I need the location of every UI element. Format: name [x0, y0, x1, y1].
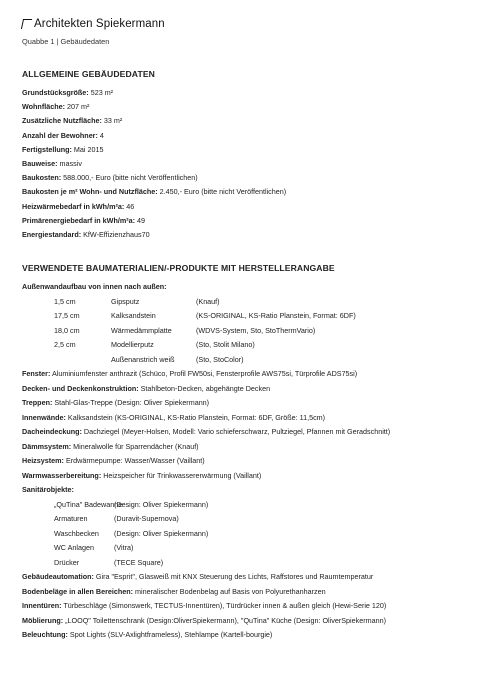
material-row [22, 587, 462, 602]
material-row [22, 369, 462, 384]
row-label: Fertigstellung: [22, 144, 72, 154]
sanitary-item: Drücker [54, 557, 80, 567]
row-label: Heizwärmebedarf in kWh/m²a: [22, 201, 125, 211]
row-label: Primärenergiebedarf in kWh/m²a: [22, 215, 136, 225]
row-label: Innentüren: [22, 601, 62, 610]
layer-material: Modellierputz [111, 340, 154, 349]
row-value: Heizspeicher für Trinkwassererwärmung (Vaillant) [101, 470, 262, 480]
layer-material: Wärmedämmplatte [111, 325, 172, 335]
layer-thickness: 17,5 cm [54, 311, 80, 320]
wall-layer-row [22, 355, 462, 370]
row-label: Beleuchtung: [22, 630, 68, 639]
row-value: 207 m² [65, 102, 90, 112]
row-value: 4 [97, 130, 104, 140]
row-value: 49 [135, 215, 146, 225]
material-row [22, 413, 462, 428]
layer-maker: (KS-ORIGINAL, KS-Ratio Planstein, Format: 6DF) [196, 311, 356, 320]
brand-header [22, 18, 462, 30]
row-value: 523 m² [88, 88, 114, 97]
row-label: Möblierung: [22, 615, 64, 625]
material-row [22, 442, 462, 457]
sanitary-row [22, 514, 462, 529]
brand-logo-mark [21, 19, 32, 29]
general-section-title: ALLGEMEINE GEBÄUDEDATEN [22, 69, 155, 79]
sanitary-item: „QuTina" Badewanne [54, 499, 123, 509]
row-label: Dämmsystem: [22, 441, 72, 451]
wall-layer-row [22, 340, 462, 355]
data-row [22, 187, 286, 201]
row-value: KfW-Effizienzhaus70 [81, 229, 150, 239]
row-value: 46 [124, 201, 135, 211]
data-row [22, 102, 286, 116]
materials-list [22, 282, 462, 645]
row-value: Türbeschläge (Simonswerk, TECTUS-Innentüren), Türdrücker innen & außen gleich (Hewi-Serie 120) [61, 601, 387, 610]
sanitary-item: Armaturen [54, 514, 88, 523]
data-row [22, 173, 286, 187]
layer-maker: (Knauf) [196, 296, 220, 306]
layer-thickness: 1,5 cm [54, 296, 76, 306]
row-label: Bodenbeläge in allen Bereichen: [22, 586, 134, 596]
row-label: Warmwasserbereitung: [22, 470, 102, 480]
brand-name: Architekten Spiekermann [34, 18, 165, 30]
row-value: „LOOQ" Toilettenschrank (Design:OliverSpiekermann), "QuTina" Küche (Design: OliverSpiekermann) [63, 615, 386, 625]
row-label: Anzahl der Bewohner: [22, 130, 98, 140]
row-label: Treppen: [22, 398, 53, 407]
row-value: Kalksandstein (KS-ORIGINAL, KS-Ratio Planstein, Format: 6DF, Größe: 11,5cm) [65, 412, 326, 422]
data-row [22, 202, 286, 216]
sanitary-row [22, 543, 462, 558]
row-value: 2.450,- Euro (bitte nicht Veröffentlichen) [157, 187, 287, 197]
data-row [22, 216, 286, 230]
row-label: Gebäudeautomation: [22, 572, 94, 581]
material-row [22, 384, 462, 399]
row-label: Fenster: [22, 369, 51, 378]
data-row [22, 159, 286, 173]
row-label: Energiestandard: [22, 229, 82, 239]
data-row [22, 145, 286, 159]
sanitary-row [22, 529, 462, 544]
row-value: Stahl-Glas-Treppe (Design: Oliver Spiekermann) [52, 398, 210, 407]
row-value: 588.000,- Euro (bitte nicht Veröffentlichen) [61, 173, 198, 183]
layer-material: Außenanstrich weiß [111, 354, 175, 364]
row-label: Baukosten je m² Wohn- und Nutzfläche: [22, 187, 158, 197]
layer-thickness: 18,0 cm [54, 325, 80, 335]
row-value: 33 m² [101, 116, 123, 126]
row-value: Erdwärmepumpe: Wasser/Wasser (Vaillant) [63, 456, 205, 465]
row-value: Dachziegel (Meyer-Holsen, Modell: Vario schieferschwarz, Pultziegel, Pfannen mit Geradschnitt) [81, 427, 391, 436]
sanitary-maker: (Vitra) [114, 543, 134, 552]
sanitary-heading: Sanitärobjekte: [22, 485, 74, 494]
data-row [22, 131, 286, 145]
wall-layer-row [22, 326, 462, 341]
material-row [22, 630, 462, 645]
layer-maker: (Sto, Stolit Milano) [196, 340, 255, 349]
row-value: Aluminiumfenster anthrazit (Schüco, Profil FW50si, Fensterprofile AWS75si, Türprofile ADS75si) [50, 369, 358, 378]
document-page [22, 18, 462, 639]
row-label: Innenwände: [22, 412, 66, 422]
row-label: Bauweise: [22, 158, 58, 168]
sanitary-item: Waschbecken [54, 528, 99, 538]
layer-material: Kalksandstein [111, 311, 156, 320]
sanitary-maker: (TECE Square) [114, 557, 164, 567]
material-row [22, 572, 462, 587]
row-label: Zusätzliche Nutzfläche: [22, 116, 102, 126]
sanitary-row [22, 558, 462, 573]
row-value: massiv [57, 158, 82, 168]
material-row [22, 471, 462, 486]
layer-material: Gipsputz [111, 296, 140, 306]
row-label: Heizsystem: [22, 456, 64, 465]
sanitary-item: WC Anlagen [54, 543, 94, 552]
material-row [22, 427, 462, 442]
row-value: Gira "Esprit", Glasweiß mit KNX Steuerung des Lichts, Raffstores und Raumtemperatur [93, 572, 374, 581]
row-value: Mai 2015 [71, 144, 104, 154]
material-row [22, 456, 462, 471]
row-value: Mineralwolle für Sparrendächer (Knauf) [71, 441, 199, 451]
sanitary-maker: (Duravit-Supernova) [114, 514, 179, 523]
data-row [22, 230, 286, 244]
row-label: Dacheindeckung: [22, 427, 82, 436]
data-row [22, 88, 286, 102]
wall-layer-row [22, 297, 462, 312]
layer-maker: (WDVS-System, Sto, StoThermVario) [196, 325, 316, 335]
row-label: Decken- und Deckenkonstruktion: [22, 383, 139, 393]
general-data-list [22, 88, 286, 244]
document-subtitle: Quabbe 1 | Gebäudedaten [22, 37, 110, 46]
material-row [22, 398, 462, 413]
row-value: mineralischer Bodenbelag auf Basis von Polyurethanharzen [133, 586, 326, 596]
row-value: Stahlbeton-Decken, abgehängte Decken [138, 383, 271, 393]
row-value: Spot Lights (SLV-Axlightframeless), Stehlampe (Kartell-bourgie) [67, 630, 273, 639]
layer-maker: (Sto, StoColor) [196, 354, 244, 364]
wall-layer-row [22, 311, 462, 326]
row-label: Grundstücksgröße: [22, 88, 89, 97]
materials-section-title: VERWENDETE BAUMATERIALIEN/-PRODUKTE MIT HERSTELLERANGABE [22, 263, 335, 273]
wall-heading: Außenwandaufbau von innen nach außen: [22, 282, 167, 291]
row-label: Wohnfläche: [22, 102, 65, 112]
sanitary-row [22, 500, 462, 515]
sanitary-maker: (Design: Oliver Spiekermann) [114, 499, 209, 509]
material-row [22, 601, 462, 616]
row-label: Baukosten: [22, 173, 62, 183]
data-row [22, 116, 286, 130]
sanitary-maker: (Design: Oliver Spiekermann) [114, 528, 209, 538]
material-row [22, 616, 462, 631]
layer-thickness: 2,5 cm [54, 340, 76, 349]
